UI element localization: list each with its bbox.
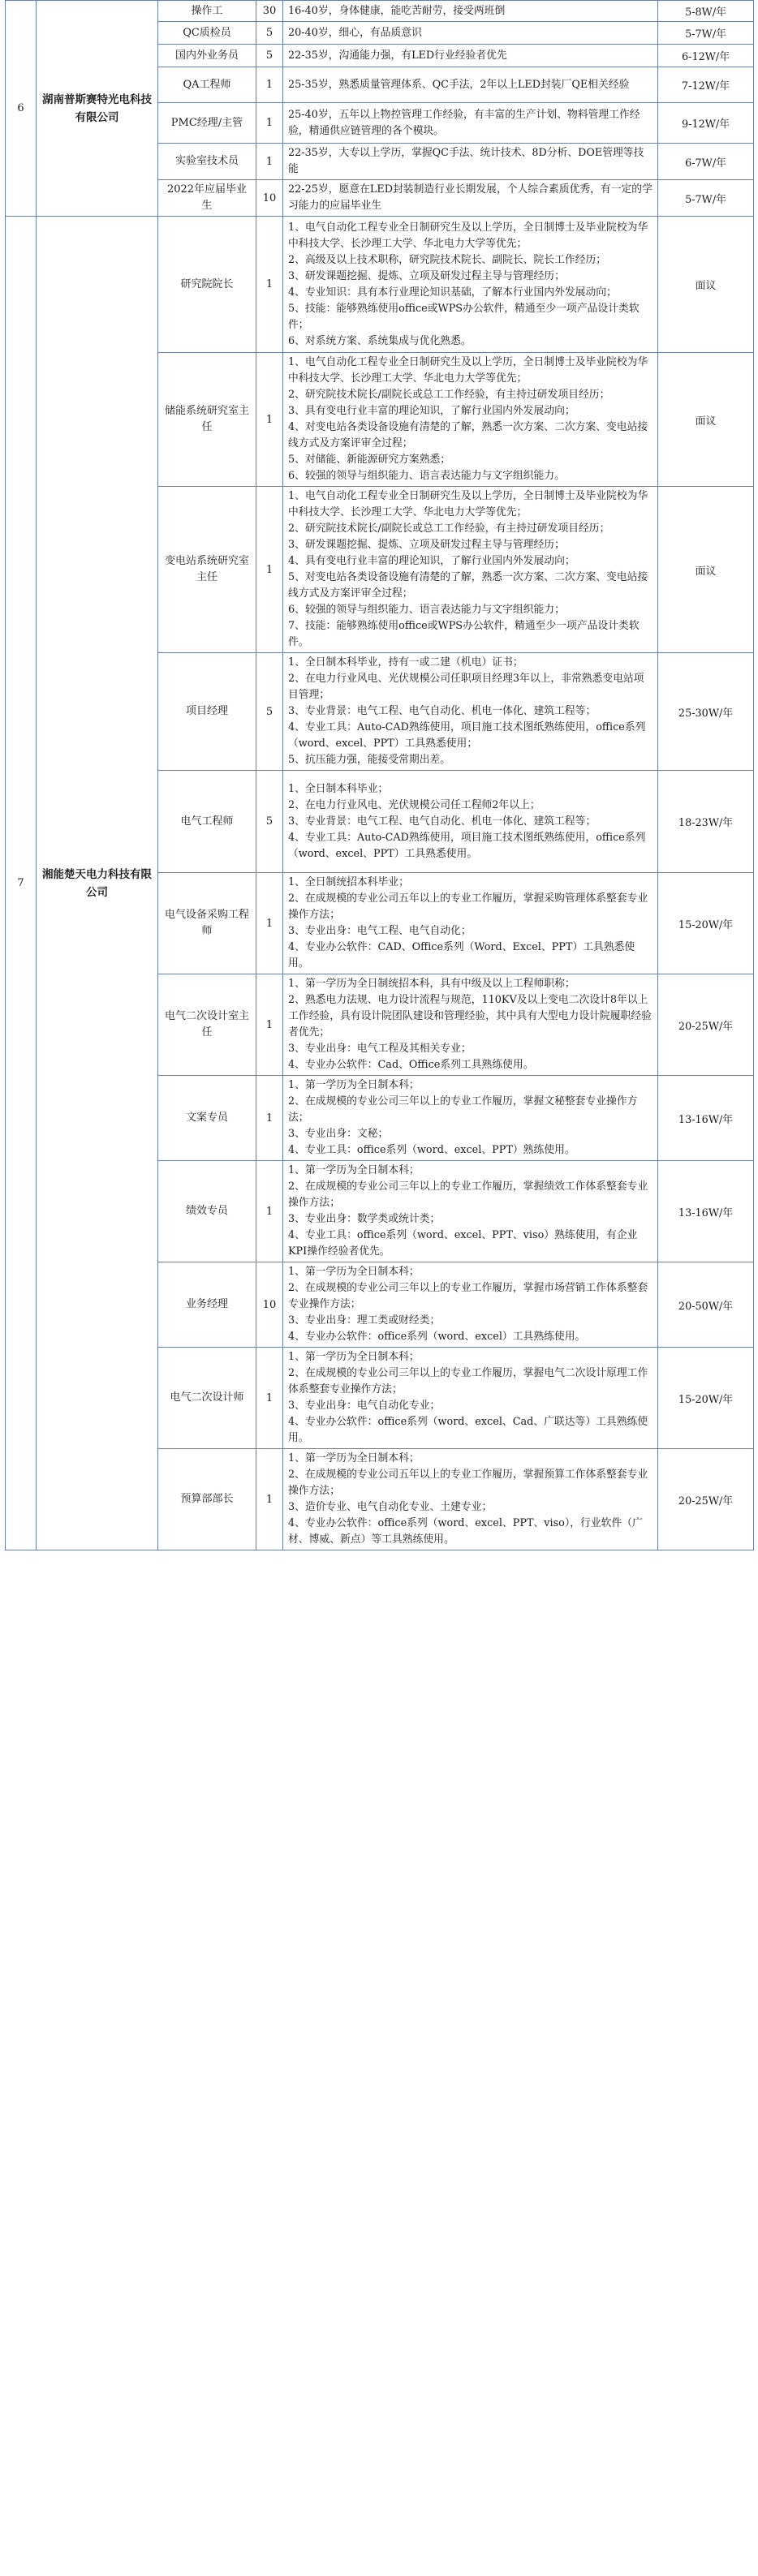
requirement-line: 5、对变电站各类设备设施有清楚的了解，熟悉一次方案、二次方案、变电站接线方式及方案评审全过程； bbox=[288, 571, 648, 600]
requirement-line: 4、专业工具：Auto-CAD熟练使用，项目施工技术图纸熟练使用，office系列（word、excel、PPT）工具熟悉使用。 bbox=[288, 831, 646, 860]
requirement-line: 3、专业出身：电气自动化专业； bbox=[288, 1400, 441, 1412]
company-number: 7 bbox=[6, 217, 37, 1550]
requirement-line: 3、专业出身：数学类或统计类； bbox=[288, 1213, 441, 1225]
salary: 面议 bbox=[658, 487, 754, 653]
salary: 13-16W/年 bbox=[658, 1076, 754, 1161]
requirement-line: 25-40岁，五年以上物控管理工作经验，有丰富的生产计划、物料管理工作经验，精通供应链管理的各个模块。 bbox=[288, 108, 640, 137]
requirement-line: 1、电气自动化工程专业全日制研究生及以上学历，全日制博士及毕业院校为华中科技大学、长沙理工大学、华北电力大学等优先； bbox=[288, 221, 648, 250]
requirement-line: 22-35岁，大专以上学历，掌握QC手法、统计技术、8D分析、DOE管理等技能 bbox=[288, 147, 644, 175]
requirement-line: 5、抗压能力强，能接受常期出差。 bbox=[288, 754, 451, 766]
recruitment-table bbox=[5, 0, 754, 1550]
headcount: 5 bbox=[256, 771, 283, 873]
requirement-line: 4、专业知识：具有本行业理论知识基础，了解本行业国内外发展动向； bbox=[288, 286, 617, 299]
position-name: 操作工 bbox=[158, 1, 256, 22]
requirements bbox=[283, 67, 658, 103]
requirement-line: 1、全日制统招本科毕业； bbox=[288, 876, 409, 888]
requirements bbox=[283, 873, 658, 974]
requirement-line: 1、第一学历为全日制本科； bbox=[288, 1079, 420, 1091]
salary: 15-20W/年 bbox=[658, 873, 754, 974]
headcount: 1 bbox=[256, 144, 283, 180]
requirement-line: 2、在电力行业风电、光伏规模公司任职项目经理3年以上，非常熟悉变电站项目管理； bbox=[288, 673, 644, 701]
requirement-line: 4、专业工具：office系列（word、excel、PPT、viso）熟练使用，有企业KPI操作经验者优先。 bbox=[288, 1229, 638, 1258]
requirements bbox=[283, 771, 658, 873]
requirements bbox=[283, 1161, 658, 1262]
requirement-line: 1、电气自动化工程专业全日制研究生及以上学历，全日制博士及毕业院校为华中科技大学、长沙理工大学、华北电力大学等优先； bbox=[288, 490, 648, 518]
company-name: 湘能楚天电力科技有限公司 bbox=[37, 217, 158, 1550]
headcount: 5 bbox=[256, 22, 283, 45]
headcount: 1 bbox=[256, 873, 283, 974]
requirements bbox=[283, 653, 658, 771]
company-name: 湖南普斯赛特光电科技有限公司 bbox=[37, 1, 158, 217]
requirements bbox=[283, 1449, 658, 1550]
requirement-line: 4、专业办公软件：office系列（word、excel、Cad、广联达等）工具熟练使用。 bbox=[288, 1416, 648, 1444]
position-name: 电气设备采购工程师 bbox=[158, 873, 256, 974]
position-name: 国内外业务员 bbox=[158, 45, 256, 67]
requirement-line: 3、研发课题挖掘、提炼、立项及研发过程主导与管理经历； bbox=[288, 539, 565, 551]
requirement-line: 1、第一学历为全日制本科； bbox=[288, 1351, 420, 1363]
requirement-line: 3、专业出身：电气工程、电气自动化； bbox=[288, 925, 472, 937]
position-name: 业务经理 bbox=[158, 1262, 256, 1348]
salary: 9-12W/年 bbox=[658, 103, 754, 144]
requirement-line: 2、在成规模的专业公司三年以上的专业工作履历，掌握电气二次设计原理工作体系整套专业操作方法； bbox=[288, 1367, 648, 1396]
headcount: 1 bbox=[256, 487, 283, 653]
requirement-line: 3、专业出身：理工类或财经类； bbox=[288, 1314, 441, 1327]
salary: 6-7W/年 bbox=[658, 144, 754, 180]
requirement-line: 2、在成规模的专业公司三年以上的专业工作履历，掌握市场营销工作体系整套专业操作方法； bbox=[288, 1282, 648, 1310]
requirements bbox=[283, 1076, 658, 1161]
requirement-line: 6、对系统方案、系统集成与优化熟悉。 bbox=[288, 334, 472, 347]
position-name: 预算部部长 bbox=[158, 1449, 256, 1550]
headcount: 1 bbox=[256, 1348, 283, 1449]
salary: 20-25W/年 bbox=[658, 1449, 754, 1550]
requirements bbox=[283, 1262, 658, 1348]
requirement-line: 3、专业出身：文秘； bbox=[288, 1128, 389, 1140]
salary: 面议 bbox=[658, 217, 754, 353]
requirement-line: 2、在成规模的专业公司五年以上的专业工作履历，掌握采购管理体系整套专业操作方法； bbox=[288, 892, 648, 921]
requirement-line: 4、专业办公软件：office系列（word、excel、PPT、viso），行业软件（广材、博威、新点）等工具熟练使用。 bbox=[288, 1517, 643, 1546]
requirement-line: 3、造价专业、电气自动化专业、土建专业； bbox=[288, 1501, 493, 1513]
requirement-line: 2、研究院技术院长/副院长或总工工作经验，有主持过研发项目经历； bbox=[288, 389, 610, 401]
requirement-line: 2、在成规模的专业公司五年以上的专业工作履历，掌握预算工作体系整套专业操作方法； bbox=[288, 1469, 648, 1497]
requirement-line: 22-35岁，沟通能力强，有LED行业经验者优先 bbox=[288, 49, 507, 62]
requirement-line: 5、对储能、新能源研究方案熟悉； bbox=[288, 454, 451, 466]
requirement-line: 1、第一学历为全日制本科； bbox=[288, 1266, 420, 1278]
headcount: 1 bbox=[256, 217, 283, 353]
requirement-line: 3、具有变电行业丰富的理论知识，了解行业国内外发展动向； bbox=[288, 405, 575, 417]
position-name: 研究院院长 bbox=[158, 217, 256, 353]
requirement-line: 3、专业背景：电气工程、电气自动化、机电一体化、建筑工程等； bbox=[288, 815, 596, 828]
headcount: 30 bbox=[256, 1, 283, 22]
requirements bbox=[283, 144, 658, 180]
requirement-line: 2、高级及以上技术职称，研究院技术院长、副院长、院长工作经历； bbox=[288, 253, 607, 266]
headcount: 1 bbox=[256, 103, 283, 144]
salary: 18-23W/年 bbox=[658, 771, 754, 873]
requirement-line: 2、在成规模的专业公司三年以上的专业工作履历，掌握绩效工作体系整套专业操作方法； bbox=[288, 1180, 648, 1209]
requirement-line: 7、技能：能够熟练使用office或WPS办公软件，精通至少一项产品设计类软件。 bbox=[288, 620, 640, 648]
requirement-line: 20-40岁，细心，有品质意识 bbox=[288, 26, 422, 39]
requirement-line: 3、专业出身：电气工程及其相关专业； bbox=[288, 1043, 472, 1055]
headcount: 1 bbox=[256, 353, 283, 487]
headcount: 1 bbox=[256, 67, 283, 103]
requirement-line: 2、研究院技术院长/副院长或总工工作经验，有主持过研发项目经历； bbox=[288, 523, 610, 535]
requirements bbox=[283, 1348, 658, 1449]
salary: 5-8W/年 bbox=[658, 1, 754, 22]
requirement-line: 1、第一学历为全日制统招本科，具有中级及以上工程师职称； bbox=[288, 978, 575, 990]
headcount: 1 bbox=[256, 1449, 283, 1550]
headcount: 5 bbox=[256, 45, 283, 67]
requirement-line: 4、对变电站各类设备设施有清楚的了解，熟悉一次方案、二次方案、变电站接线方式及方案评审全过程； bbox=[288, 421, 648, 449]
requirement-line: 4、专业办公软件：Cad、Office系列工具熟练使用。 bbox=[288, 1059, 534, 1071]
salary: 5-7W/年 bbox=[658, 180, 754, 217]
position-name: 项目经理 bbox=[158, 653, 256, 771]
salary: 25-30W/年 bbox=[658, 653, 754, 771]
requirements bbox=[283, 103, 658, 144]
position-name: QC质检员 bbox=[158, 22, 256, 45]
requirement-line: 1、第一学历为全日制本科； bbox=[288, 1164, 420, 1176]
position-name: 变电站系统研究室主任 bbox=[158, 487, 256, 653]
requirement-line: 2、熟悉电力法规、电力设计流程与规范，110KV及以上变电二次设计8年以上工作经验，具有设计院团队建设和管理经验，其中具有大型电力设计院履职经验者优先； bbox=[288, 994, 652, 1039]
requirement-line: 4、具有变电行业丰富的理论知识，了解行业国内外发展动向； bbox=[288, 555, 575, 567]
position-name: 绩效专员 bbox=[158, 1161, 256, 1262]
requirement-line: 3、专业背景：电气工程、电气自动化、机电一体化、建筑工程等； bbox=[288, 705, 596, 717]
position-name: 电气工程师 bbox=[158, 771, 256, 873]
requirement-line: 16-40岁，身体健康，能吃苦耐劳，接受两班倒 bbox=[288, 4, 506, 17]
salary: 5-7W/年 bbox=[658, 22, 754, 45]
requirement-line: 4、专业工具：Auto-CAD熟练使用，项目施工技术图纸熟练使用，office系列（word、excel、PPT）工具熟悉使用； bbox=[288, 721, 646, 750]
position-name: 储能系统研究室主任 bbox=[158, 353, 256, 487]
requirements bbox=[283, 974, 658, 1076]
requirement-line: 4、专业工具：office系列（word、excel、PPT）熟练使用。 bbox=[288, 1144, 575, 1156]
position-name: QA工程师 bbox=[158, 67, 256, 103]
requirement-line: 4、专业办公软件：office系列（word、excel）工具熟练使用。 bbox=[288, 1331, 586, 1343]
requirement-line: 6、较强的领导与组织能力、语言表达能力与文字组织能力； bbox=[288, 604, 565, 616]
requirements bbox=[283, 180, 658, 217]
requirements bbox=[283, 22, 658, 45]
salary: 7-12W/年 bbox=[658, 67, 754, 103]
position-name: PMC经理/主管 bbox=[158, 103, 256, 144]
position-name: 电气二次设计室主任 bbox=[158, 974, 256, 1076]
requirement-line: 3、研发课题挖掘、提炼、立项及研发过程主导与管理经历； bbox=[288, 269, 565, 282]
position-name: 电气二次设计师 bbox=[158, 1348, 256, 1449]
headcount: 5 bbox=[256, 653, 283, 771]
requirements bbox=[283, 217, 658, 353]
requirement-line: 1、第一学历为全日制本科； bbox=[288, 1452, 420, 1464]
requirement-line: 2、在成规模的专业公司三年以上的专业工作履历，掌握文秘整套专业操作方法； bbox=[288, 1095, 638, 1124]
requirement-line: 1、全日制本科毕业； bbox=[288, 782, 389, 795]
requirement-line: 22-25岁，愿意在LED封装制造行业长期发展，个人综合素质优秀，有一定的学习能力的应届毕业生 bbox=[288, 183, 652, 212]
headcount: 1 bbox=[256, 974, 283, 1076]
position-name: 实验室技术员 bbox=[158, 144, 256, 180]
company-number: 6 bbox=[6, 1, 37, 217]
headcount: 10 bbox=[256, 1262, 283, 1348]
salary: 20-25W/年 bbox=[658, 974, 754, 1076]
requirement-line: 4、专业办公软件：CAD、Office系列（Word、Excel、PPT）工具熟悉使用。 bbox=[288, 941, 635, 970]
salary: 15-20W/年 bbox=[658, 1348, 754, 1449]
position-name: 2022年应届毕业生 bbox=[158, 180, 256, 217]
requirement-line: 5、技能：能够熟练使用office或WPS办公软件，精通至少一项产品设计类软件； bbox=[288, 302, 640, 331]
requirements bbox=[283, 487, 658, 653]
headcount: 10 bbox=[256, 180, 283, 217]
table-row bbox=[6, 217, 754, 353]
requirements bbox=[283, 1, 658, 22]
salary: 6-12W/年 bbox=[658, 45, 754, 67]
salary: 20-50W/年 bbox=[658, 1262, 754, 1348]
position-name: 文案专员 bbox=[158, 1076, 256, 1161]
requirements bbox=[283, 45, 658, 67]
requirements bbox=[283, 353, 658, 487]
table-row bbox=[6, 1, 754, 22]
salary: 13-16W/年 bbox=[658, 1161, 754, 1262]
headcount: 1 bbox=[256, 1161, 283, 1262]
salary: 面议 bbox=[658, 353, 754, 487]
headcount: 1 bbox=[256, 1076, 283, 1161]
requirement-line: 6、较强的领导与组织能力、语言表达能力与文字组织能力。 bbox=[288, 470, 565, 482]
requirement-line: 1、全日制本科毕业，持有一或二建（机电）证书； bbox=[288, 656, 523, 669]
requirement-line: 25-35岁，熟悉质量管理体系、QC手法，2年以上LED封装厂QE相关经验 bbox=[288, 78, 630, 91]
requirement-line: 2、在电力行业风电、光伏规模公司任工程师2年以上； bbox=[288, 798, 541, 811]
requirement-line: 1、电气自动化工程专业全日制研究生及以上学历，全日制博士及毕业院校为华中科技大学、长沙理工大学、华北电力大学等优先； bbox=[288, 356, 648, 385]
